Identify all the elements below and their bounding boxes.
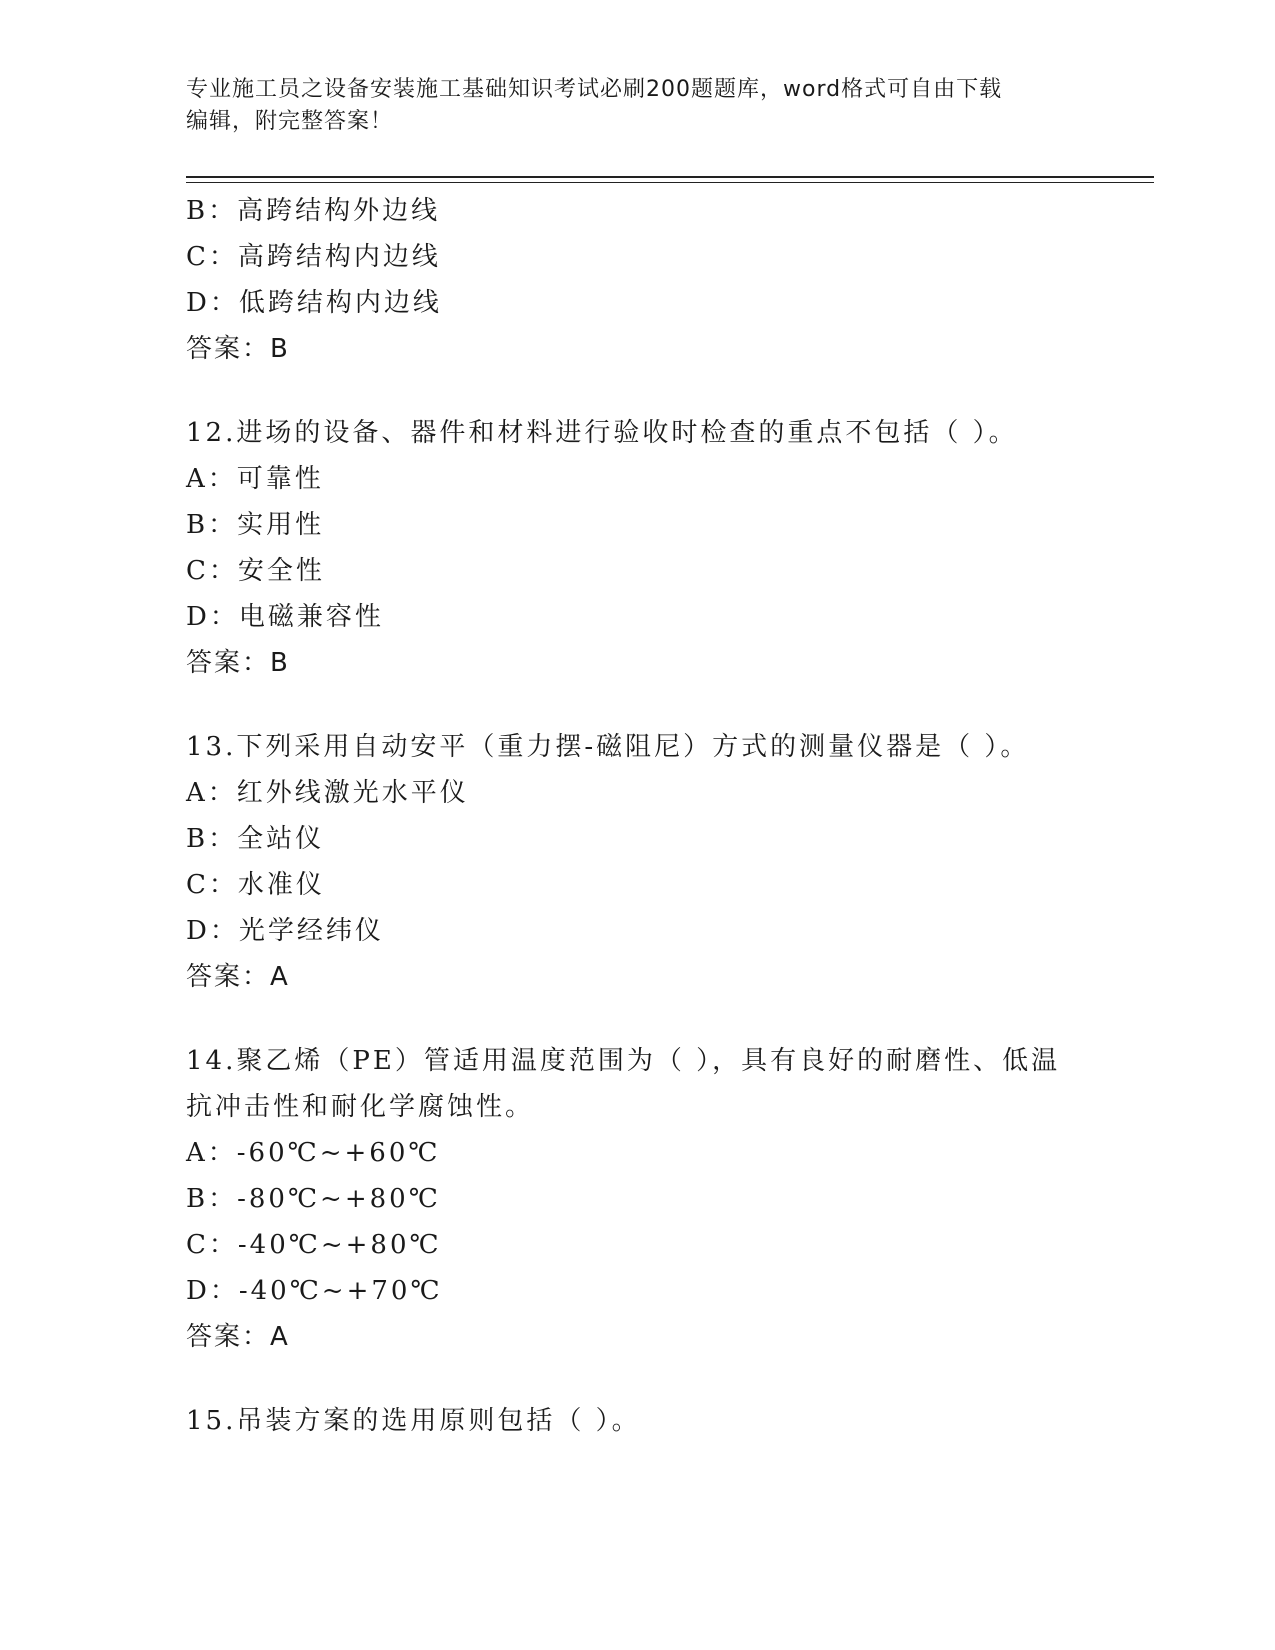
- option-b: B：全站仪: [186, 824, 325, 854]
- option-b: B：高跨结构外边线: [186, 196, 441, 226]
- option-c: C：-40℃~+80℃: [186, 1230, 442, 1260]
- answer-line: 答案：A: [186, 962, 290, 992]
- option-c: C：安全性: [186, 556, 325, 586]
- question-text-line-2: 抗冲击性和耐化学腐蚀性。: [186, 1092, 535, 1122]
- option-a: A：可靠性: [186, 464, 324, 494]
- question-15: [186, 1398, 1086, 1444]
- option-b: B：-80℃~+80℃: [186, 1184, 441, 1214]
- question-text-line-1: 14.聚乙烯（PE）管适用温度范围为（ ），具有良好的耐磨性、低温: [186, 1046, 1061, 1076]
- answer-line: 答案：B: [186, 648, 290, 678]
- question-12: [186, 410, 1086, 686]
- question-list: [186, 188, 1086, 1444]
- question-text: 13.下列采用自动安平（重力摆-磁阻尼）方式的测量仪器是（ ）。: [186, 732, 1030, 762]
- option-b: B：实用性: [186, 510, 325, 540]
- question-text: 12.进场的设备、器件和材料进行验收时检查的重点不包括（ ）。: [186, 418, 1018, 448]
- answer-line: 答案：B: [186, 334, 290, 364]
- option-d: D：电磁兼容性: [186, 602, 384, 632]
- option-c: C：高跨结构内边线: [186, 242, 441, 272]
- option-a: A：红外线激光水平仪: [186, 778, 469, 808]
- header-title-line-2: 编辑，附完整答案！: [186, 109, 394, 134]
- question-14: [186, 1038, 1086, 1360]
- option-a: A：-60℃~+60℃: [186, 1138, 441, 1168]
- header-divider: [186, 176, 1154, 183]
- answer-line: 答案：A: [186, 1322, 290, 1352]
- option-d: D：光学经纬仪: [186, 916, 384, 946]
- header-title-line-1: 专业施工员之设备安装施工基础知识考试必刷200题题库，word格式可自由下载: [186, 77, 1003, 102]
- option-d: D：-40℃~+70℃: [186, 1276, 443, 1306]
- question-11-tail: [186, 188, 1086, 372]
- option-d: D：低跨结构内边线: [186, 288, 442, 318]
- document-header: [186, 74, 1086, 138]
- question-13: [186, 724, 1086, 1000]
- option-c: C：水准仪: [186, 870, 325, 900]
- question-text: 15.吊装方案的选用原则包括（ ）。: [186, 1406, 641, 1436]
